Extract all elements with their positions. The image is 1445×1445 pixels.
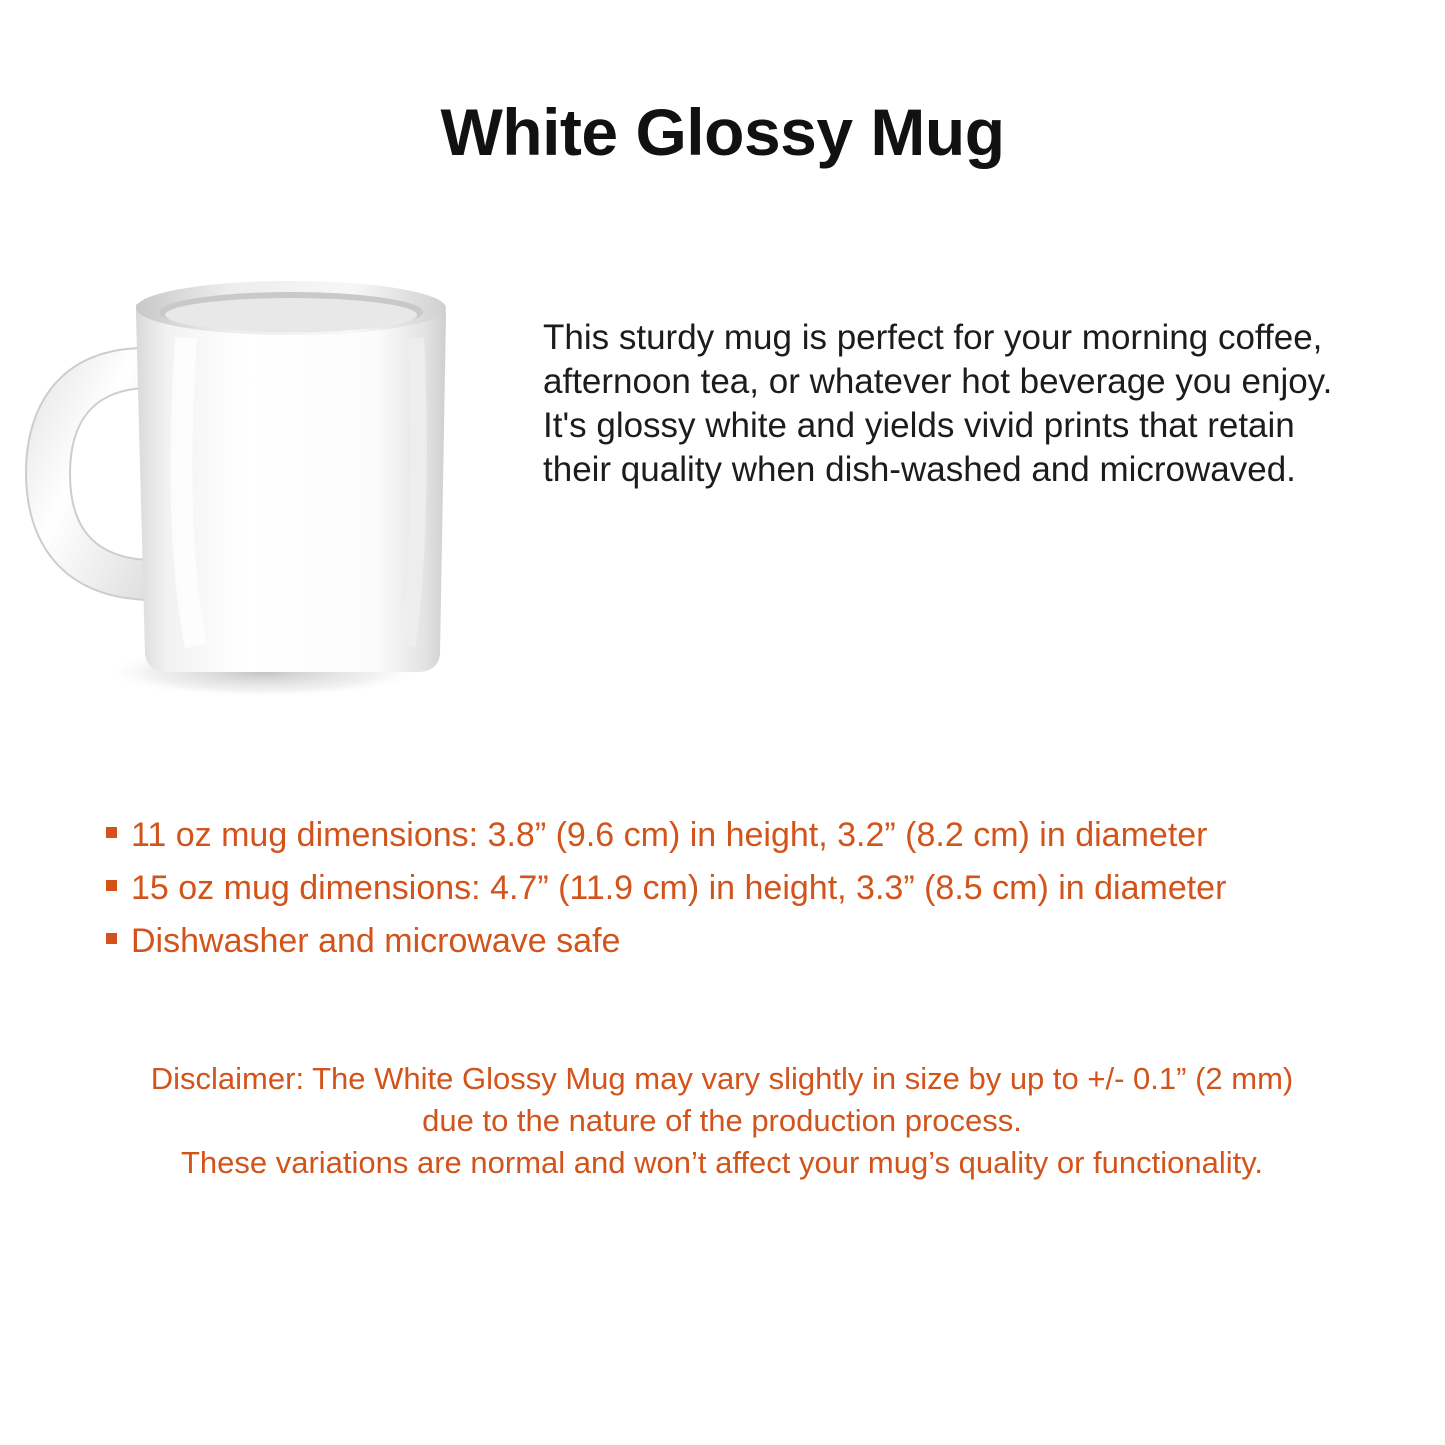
feature-list bbox=[106, 818, 1366, 977]
square-bullet-icon bbox=[106, 880, 117, 891]
list-item bbox=[106, 871, 1366, 905]
feature-text: 11 oz mug dimensions: 3.8” (9.6 cm) in height, 3.2” (8.2 cm) in diameter bbox=[131, 816, 1208, 854]
square-bullet-icon bbox=[106, 827, 117, 838]
product-image bbox=[18, 268, 518, 723]
square-bullet-icon bbox=[106, 933, 117, 944]
disclaimer-line: due to the nature of the production process. bbox=[422, 1102, 1022, 1138]
disclaimer-line: These variations are normal and won’t affect your mug’s quality or functionality. bbox=[180, 1144, 1264, 1180]
feature-text: 15 oz mug dimensions: 4.7” (11.9 cm) in height, 3.3” (8.5 cm) in diameter bbox=[131, 869, 1227, 907]
list-item bbox=[106, 818, 1366, 852]
mug-icon bbox=[18, 268, 518, 723]
product-description: This sturdy mug is perfect for your morning coffee, afternoon tea, or whatever hot beverage you enjoy. It's glossy white and yields vivid prints that retain their quality when dish-washed and microwaved. bbox=[543, 318, 1333, 490]
feature-text: Dishwasher and microwave safe bbox=[131, 922, 621, 960]
page-title: White Glossy Mug bbox=[440, 95, 1005, 169]
disclaimer-line: Disclaimer: The White Glossy Mug may vary slightly in size by up to +/- 0.1” (2 mm) bbox=[150, 1061, 1294, 1096]
list-item bbox=[106, 924, 1366, 958]
disclaimer bbox=[72, 1058, 1372, 1184]
